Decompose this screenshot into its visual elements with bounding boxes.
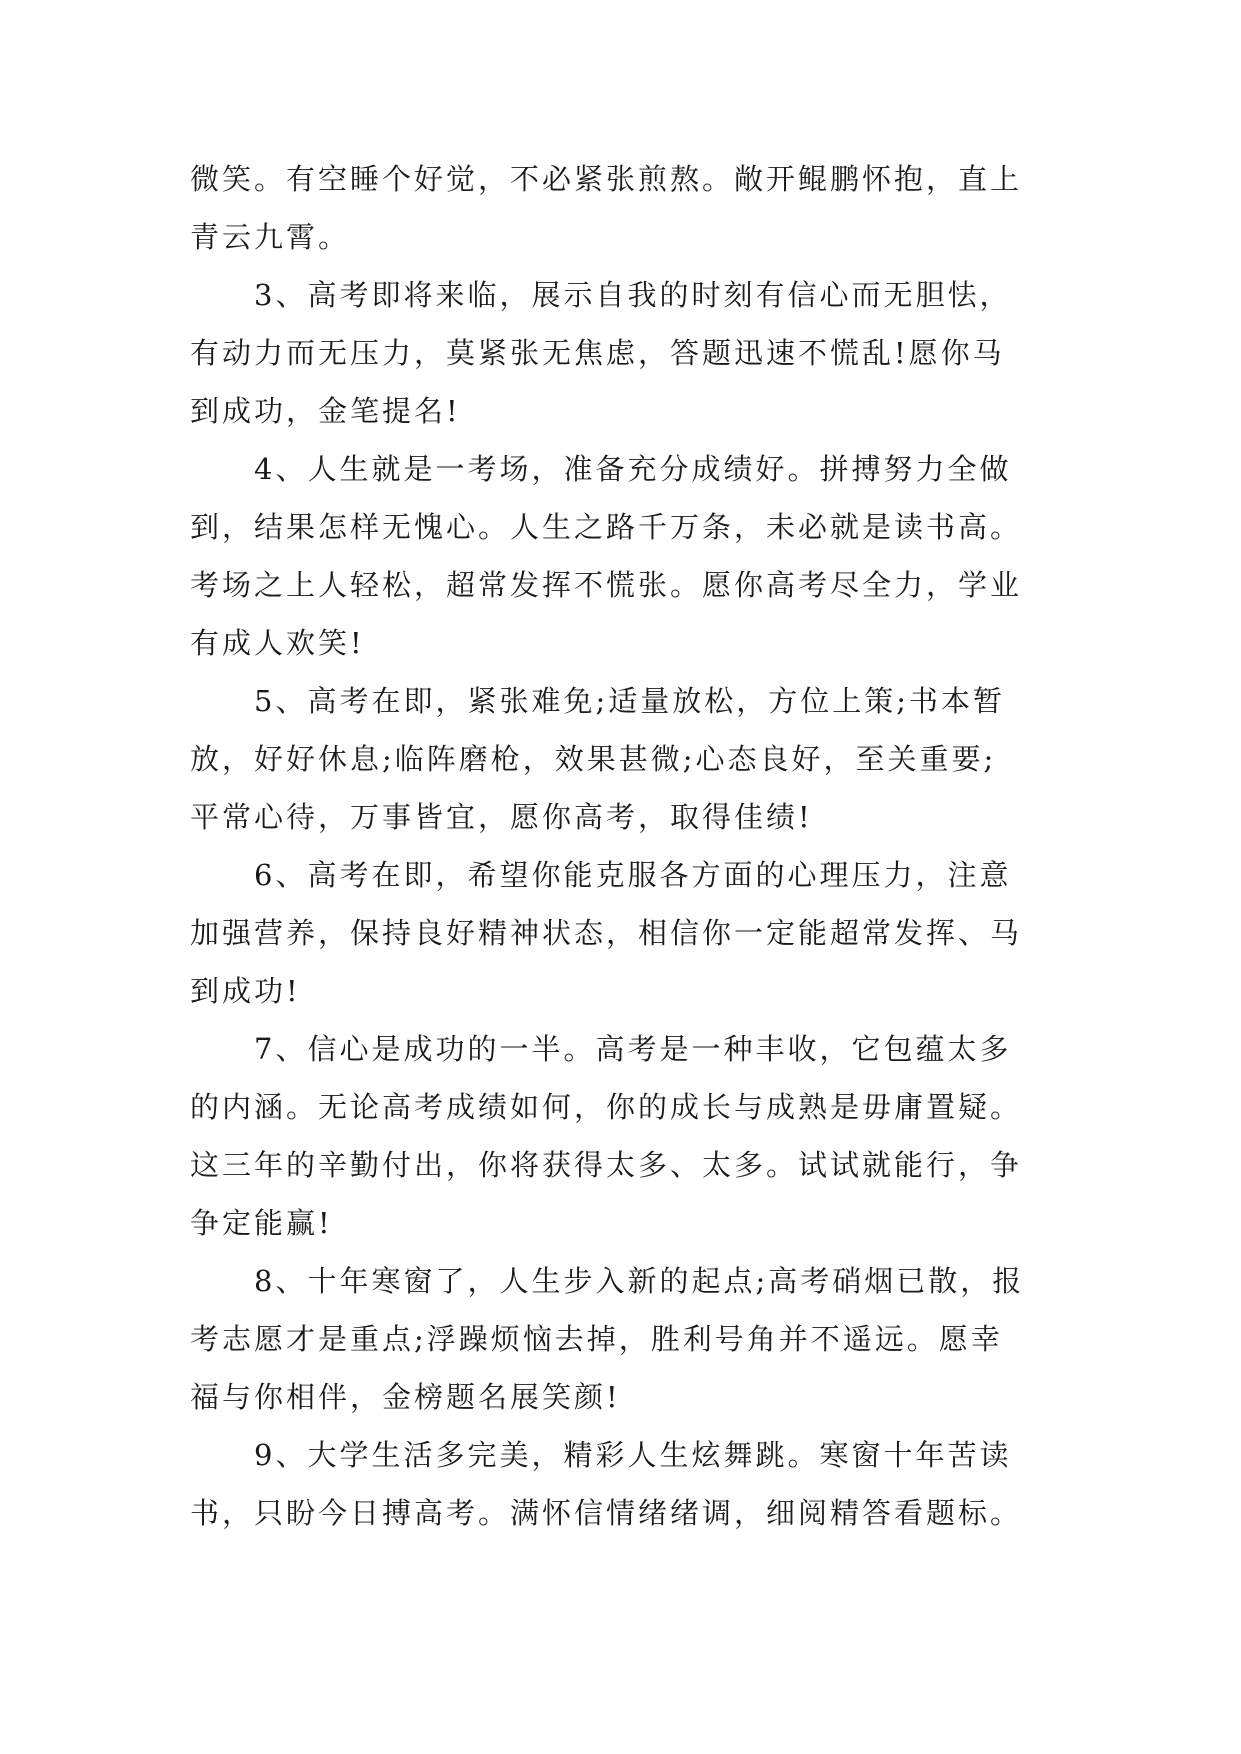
text-line: 考志愿才是重点;浮躁烦恼去掉，胜利号角并不遥远。愿幸 [190, 1322, 1003, 1356]
text-line: 福与你相伴，金榜题名展笑颜! [190, 1380, 621, 1414]
body-text [190, 150, 1070, 1542]
text-line: 的内涵。无论高考成绩如何，你的成长与成熟是毋庸置疑。 [190, 1090, 1023, 1124]
text-line: 平常心待，万事皆宜，愿你高考，取得佳绩! [190, 800, 813, 834]
text-line: 青云九霄。 [190, 220, 351, 254]
text-line: 争定能赢! [190, 1206, 333, 1240]
text-line: 有动力而无压力，莫紧张无焦虑，答题迅速不慌乱!愿你马 [190, 336, 1005, 370]
text-line: 4、人生就是一考场，准备充分成绩好。拼搏努力全做 [254, 452, 1012, 486]
text-line: 6、高考在即，希望你能克服各方面的心理压力，注意 [254, 858, 1012, 892]
text-line: 放，好好休息;临阵磨枪，效果甚微;心态良好，至关重要; [190, 742, 997, 776]
text-line: 3、高考即将来临，展示自我的时刻有信心而无胆怯， [254, 278, 1012, 312]
text-line: 书，只盼今日搏高考。满怀信情绪绪调，细阅精答看题标。 [190, 1496, 1023, 1530]
text-line: 加强营养，保持良好精神状态，相信你一定能超常发挥、马 [190, 916, 1023, 950]
text-line: 5、高考在即，紧张难免;适量放松，方位上策;书本暂 [254, 684, 1005, 718]
text-line: 这三年的辛勤付出，你将获得太多、太多。试试就能行，争 [190, 1148, 1023, 1182]
text-line: 有成人欢笑! [190, 626, 365, 660]
text-line: 9、大学生活多完美，精彩人生炫舞跳。寒窗十年苦读 [254, 1438, 1012, 1472]
text-line: 到，结果怎样无愧心。人生之路千万条，未必就是读书高。 [190, 510, 1023, 544]
text-line: 到成功，金笔提名! [190, 394, 461, 428]
text-line: 微笑。有空睡个好觉，不必紧张煎熬。敞开鲲鹏怀抱，直上 [190, 162, 1023, 196]
text-line: 考场之上人轻松，超常发挥不慌张。愿你高考尽全力，学业 [190, 568, 1023, 602]
text-line: 8、十年寒窗了，人生步入新的起点;高考硝烟已散，报 [254, 1264, 1025, 1298]
text-line: 到成功! [190, 974, 301, 1008]
text-line: 7、信心是成功的一半。高考是一种丰收，它包蕴太多 [254, 1032, 1012, 1066]
